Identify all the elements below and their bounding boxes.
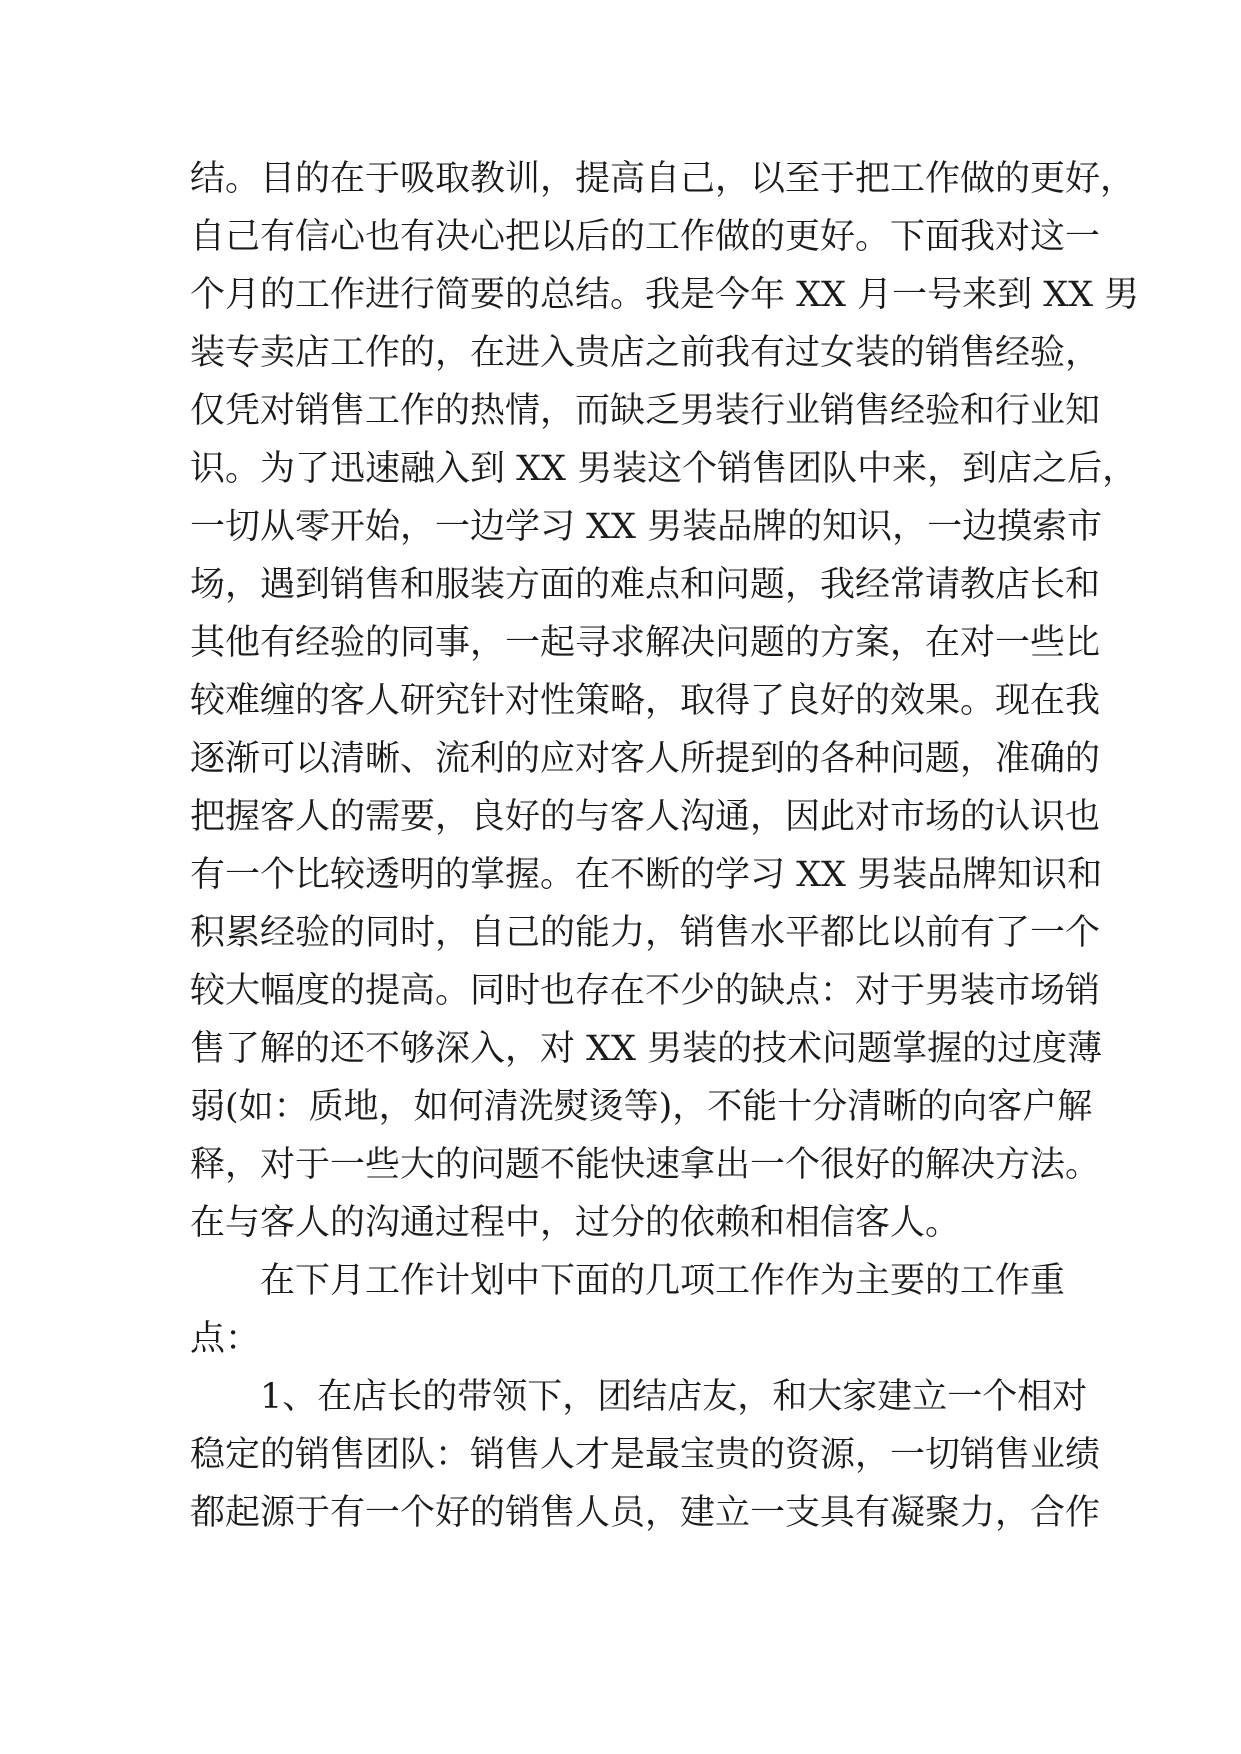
text-line: 逐渐可以清晰、流利的应对客人所提到的各种问题，准确的 — [190, 739, 1101, 779]
text-line: 有一个比较透明的掌握。在不断的学习 XX 男装品牌知识和 — [190, 855, 1103, 895]
text-line: 点： — [190, 1319, 261, 1359]
text-line: 较大幅度的提高。同时也存在不少的缺点：对于男装市场销 — [190, 971, 1101, 1011]
text-line: 识。为了迅速融入到 XX 男装这个销售团队中来，到店之后， — [190, 449, 1138, 489]
text-line: 都起源于有一个好的销售人员，建立一支具有凝聚力，合作 — [190, 1493, 1101, 1533]
text-line: 装专卖店工作的，在进入贵店之前我有过女装的销售经验， — [190, 333, 1101, 373]
text-line: 售了解的还不够深入，对 XX 男装的技术问题掌握的过度薄 — [190, 1029, 1103, 1069]
body-text — [190, 150, 1140, 1542]
text-line: 在与客人的沟通过程中，过分的依赖和相信客人。 — [190, 1203, 961, 1243]
text-line: 把握客人的需要，良好的与客人沟通，因此对市场的认识也 — [190, 797, 1101, 837]
text-line: 稳定的销售团队：销售人才是最宝贵的资源，一切销售业绩 — [190, 1435, 1101, 1475]
text-line: 释，对于一些大的问题不能快速拿出一个很好的解决方法。 — [190, 1145, 1101, 1185]
text-line: 场，遇到销售和服装方面的难点和问题，我经常请教店长和 — [190, 565, 1101, 605]
text-line: 弱(如：质地，如何清洗熨烫等)，不能十分清晰的向客户解 — [190, 1087, 1093, 1127]
text-line: 个月的工作进行简要的总结。我是今年 XX 月一号来到 XX 男 — [190, 275, 1140, 315]
text-line: 在下月工作计划中下面的几项工作作为主要的工作重 — [260, 1261, 1066, 1301]
text-line: 1、在店长的带领下，团结店友，和大家建立一个相对 — [260, 1377, 1088, 1417]
text-line: 一切从零开始，一边学习 XX 男装品牌的知识，一边摸索市 — [190, 507, 1103, 547]
text-line: 积累经验的同时，自己的能力，销售水平都比以前有了一个 — [190, 913, 1101, 953]
text-line: 较难缠的客人研究针对性策略，取得了良好的效果。现在我 — [190, 681, 1101, 721]
text-line: 其他有经验的同事，一起寻求解决问题的方案，在对一些比 — [190, 623, 1101, 663]
text-line: 仅凭对销售工作的热情，而缺乏男装行业销售经验和行业知 — [190, 391, 1101, 431]
text-line: 自己有信心也有决心把以后的工作做的更好。下面我对这一 — [190, 217, 1101, 257]
text-line: 结。目的在于吸取教训，提高自己，以至于把工作做的更好， — [190, 159, 1136, 199]
